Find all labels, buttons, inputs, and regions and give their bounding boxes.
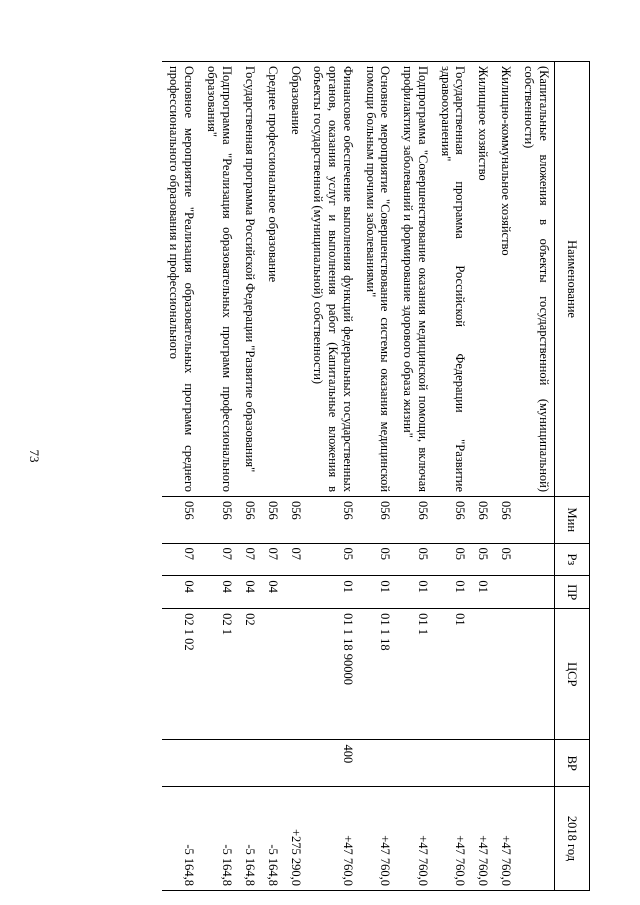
row-pr-cell xyxy=(494,576,517,609)
row-csr-cell xyxy=(471,609,494,740)
row-amount-cell xyxy=(517,786,555,890)
header-min: Мин xyxy=(555,497,590,544)
table-row xyxy=(517,62,555,891)
row-amount-cell: +47 760,0 xyxy=(494,786,517,890)
row-name-cell: Основное мероприятие "Совершенствование системы оказания медицинской помощи больным прочими заболеваниями" xyxy=(358,62,396,497)
row-name-cell: Основное мероприятие "Реализация образовательных программ среднего профессионального образования и профессионального xyxy=(162,62,200,497)
row-pr-cell: 04 xyxy=(199,576,237,609)
row-name-cell: Подпрограмма "Совершенствование оказания медицинской помощи, включая профилактику заболеваний и формирование здорового образа жизни" xyxy=(396,62,434,497)
table-body xyxy=(162,62,555,891)
table-row xyxy=(199,62,237,891)
table-header xyxy=(555,62,590,891)
row-pr-cell: 01 xyxy=(358,576,396,609)
row-min-cell: 056 xyxy=(433,497,471,544)
row-rz-cell: 05 xyxy=(306,543,358,576)
row-min-cell: 056 xyxy=(199,497,237,544)
row-rz-cell xyxy=(517,543,555,576)
row-rz-cell: 05 xyxy=(494,543,517,576)
row-min-cell: 056 xyxy=(283,497,306,544)
row-rz-cell: 05 xyxy=(433,543,471,576)
row-csr-cell xyxy=(260,609,283,740)
row-name-cell: Образование xyxy=(283,62,306,497)
row-rz-cell: 07 xyxy=(162,543,200,576)
budget-table xyxy=(162,61,590,891)
header-csr: ЦСР xyxy=(555,609,590,740)
table-row xyxy=(358,62,396,891)
row-amount-cell: +47 760,0 xyxy=(471,786,494,890)
row-vr-cell xyxy=(237,740,260,787)
header-name: Наименование xyxy=(555,62,590,497)
row-vr-cell xyxy=(433,740,471,787)
row-amount-cell: +47 760,0 xyxy=(433,786,471,890)
row-csr-cell xyxy=(517,609,555,740)
row-pr-cell: 04 xyxy=(237,576,260,609)
row-rz-cell: 05 xyxy=(358,543,396,576)
row-vr-cell xyxy=(494,740,517,787)
row-csr-cell: 02 xyxy=(237,609,260,740)
row-min-cell: 056 xyxy=(306,497,358,544)
row-vr-cell xyxy=(471,740,494,787)
row-rz-cell: 05 xyxy=(396,543,434,576)
row-csr-cell: 02 1 02 xyxy=(162,609,200,740)
row-csr-cell xyxy=(494,609,517,740)
row-pr-cell: 04 xyxy=(260,576,283,609)
row-name-cell: Жилищное хозяйство xyxy=(471,62,494,497)
row-amount-cell: +47 760,0 xyxy=(358,786,396,890)
row-amount-cell: +47 760,0 xyxy=(306,786,358,890)
row-pr-cell: 01 xyxy=(433,576,471,609)
row-vr-cell xyxy=(358,740,396,787)
row-pr-cell: 04 xyxy=(162,576,200,609)
row-csr-cell: 01 1 xyxy=(396,609,434,740)
rotated-table-container xyxy=(80,61,590,891)
header-year: 2018 год xyxy=(555,786,590,890)
row-pr-cell: 01 xyxy=(396,576,434,609)
table-row xyxy=(433,62,471,891)
row-vr-cell xyxy=(517,740,555,787)
table-row xyxy=(396,62,434,891)
row-rz-cell: 05 xyxy=(471,543,494,576)
row-min-cell: 056 xyxy=(162,497,200,544)
row-name-cell: Среднее профессиональное образование xyxy=(260,62,283,497)
table-row xyxy=(283,62,306,891)
row-min-cell: 056 xyxy=(260,497,283,544)
table-row xyxy=(260,62,283,891)
row-min-cell: 056 xyxy=(471,497,494,544)
row-csr-cell: 01 1 18 xyxy=(358,609,396,740)
row-name-cell: Финансовое обеспечение выполнения функций федеральных государственных органов, оказания услуг и выполнения работ (Капитальные вложения в объекты государственной (муниципальной) собственности) xyxy=(306,62,358,497)
table-row xyxy=(306,62,358,891)
row-amount-cell: -5 164,8 xyxy=(260,786,283,890)
row-csr-cell xyxy=(283,609,306,740)
row-amount-cell: +275 290,0 xyxy=(283,786,306,890)
row-min-cell xyxy=(517,497,555,544)
row-pr-cell xyxy=(283,576,306,609)
row-min-cell: 056 xyxy=(237,497,260,544)
table-row xyxy=(162,62,200,891)
row-vr-cell: 400 xyxy=(306,740,358,787)
row-name-cell: (Капитальные вложения в объекты государственной (муниципальной) собственности) xyxy=(517,62,555,497)
header-rz: Рз xyxy=(555,543,590,576)
row-amount-cell: -5 164,8 xyxy=(162,786,200,890)
row-csr-cell: 01 xyxy=(433,609,471,740)
header-vr: ВР xyxy=(555,740,590,787)
row-vr-cell xyxy=(260,740,283,787)
row-amount-cell: +47 760,0 xyxy=(396,786,434,890)
page-number: 73 xyxy=(27,449,42,463)
row-vr-cell xyxy=(396,740,434,787)
row-min-cell: 056 xyxy=(396,497,434,544)
row-min-cell: 056 xyxy=(358,497,396,544)
row-pr-cell: 01 xyxy=(306,576,358,609)
row-rz-cell: 07 xyxy=(260,543,283,576)
row-min-cell: 056 xyxy=(494,497,517,544)
row-vr-cell xyxy=(283,740,306,787)
row-name-cell: Жилищно-коммунальное хозяйство xyxy=(494,62,517,497)
row-csr-cell: 01 1 18 90000 xyxy=(306,609,358,740)
row-rz-cell: 07 xyxy=(283,543,306,576)
header-pr: ПР xyxy=(555,576,590,609)
row-pr-cell: 01 xyxy=(471,576,494,609)
table-row xyxy=(237,62,260,891)
row-rz-cell: 07 xyxy=(199,543,237,576)
row-csr-cell: 02 1 xyxy=(199,609,237,740)
row-vr-cell xyxy=(162,740,200,787)
row-amount-cell: -5 164,8 xyxy=(237,786,260,890)
row-rz-cell: 07 xyxy=(237,543,260,576)
row-name-cell: Государственная программа Российской Федерации "Развитие образования" xyxy=(237,62,260,497)
row-vr-cell xyxy=(199,740,237,787)
row-pr-cell xyxy=(517,576,555,609)
row-amount-cell: -5 164,8 xyxy=(199,786,237,890)
row-name-cell: Подпрограмма "Реализация образовательных программ профессионального образования" xyxy=(199,62,237,497)
table-row xyxy=(494,62,517,891)
row-name-cell: Государственная программа Российской Федерации "Развитие здравоохранения" xyxy=(433,62,471,497)
table-row xyxy=(471,62,494,891)
